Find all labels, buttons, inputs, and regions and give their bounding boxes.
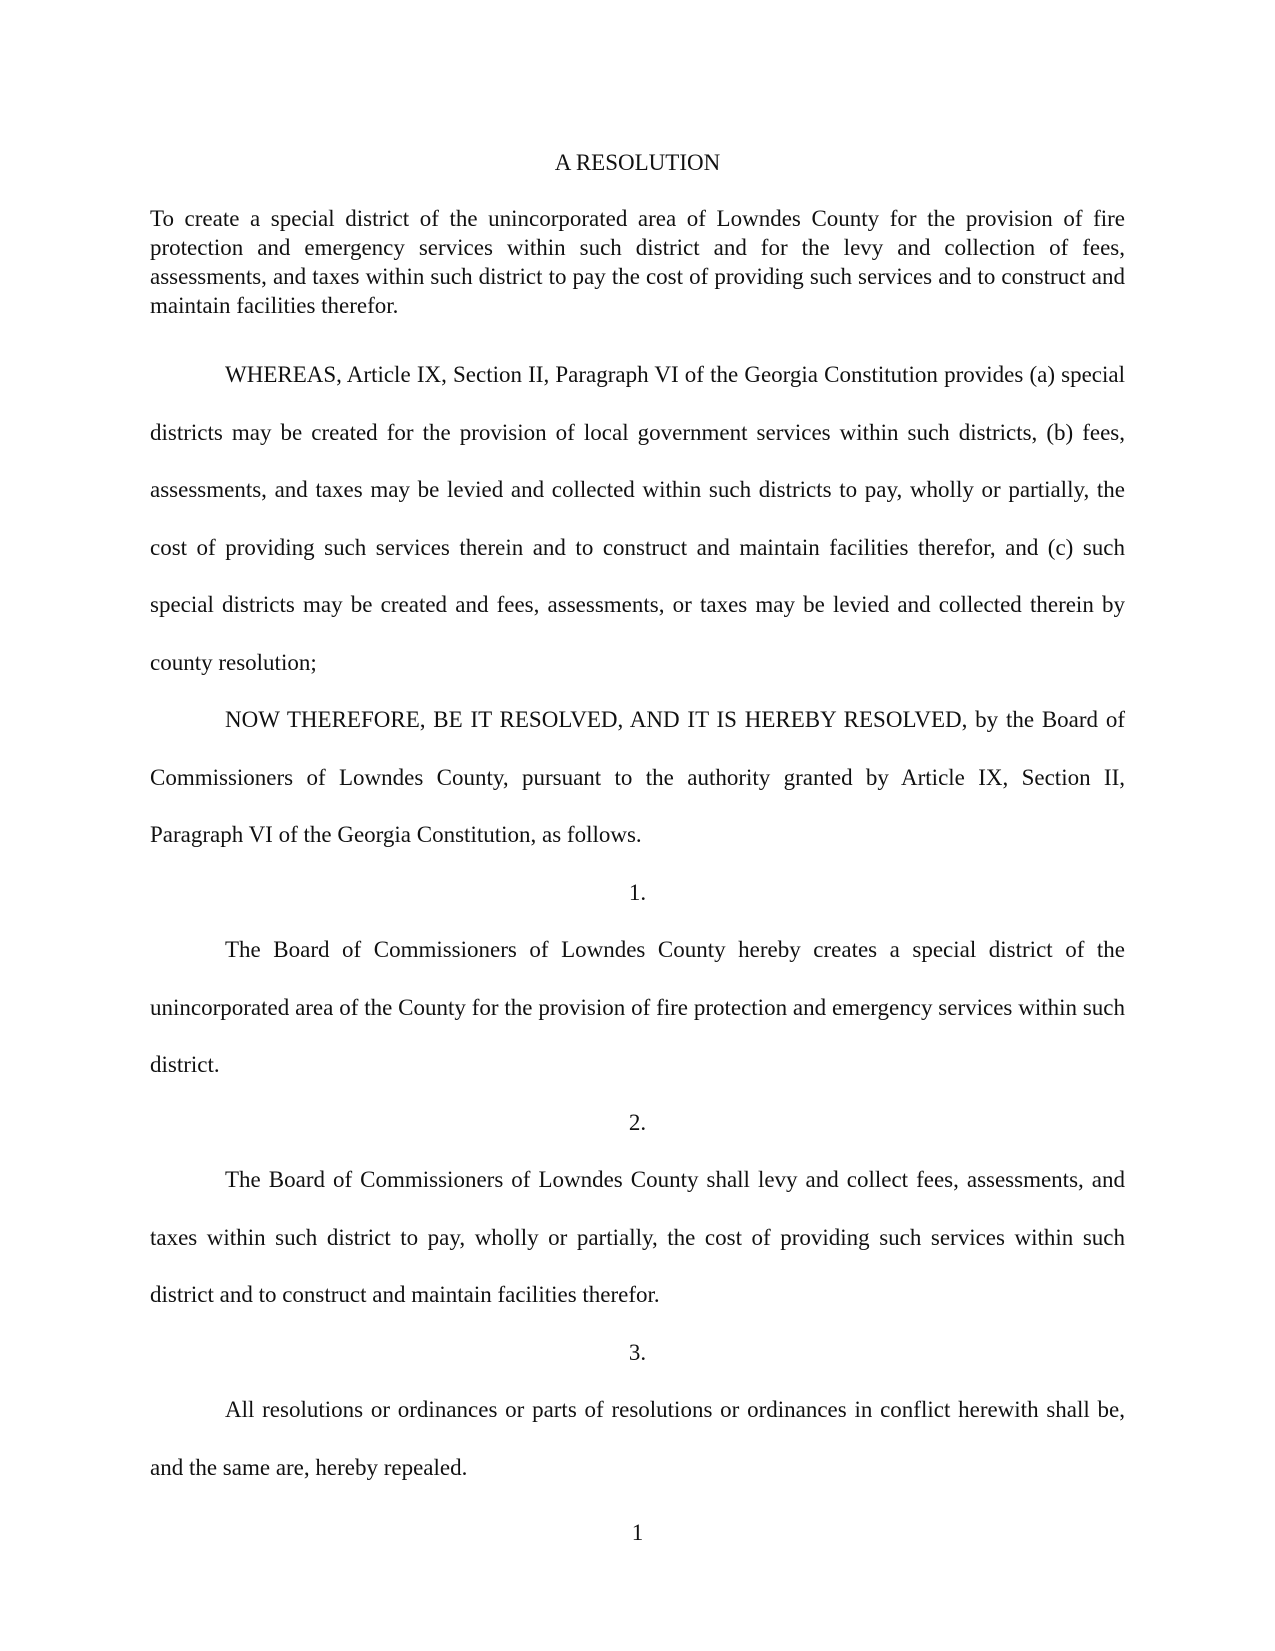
document-title: A RESOLUTION bbox=[554, 150, 721, 175]
section-3-number: 3. bbox=[628, 1339, 647, 1365]
section-1-number: 1. bbox=[628, 879, 647, 905]
whereas-paragraph: WHEREAS, Article IX, Section II, Paragraph VI of the Georgia Constitution provides (a) special districts may be created for the provision of local government services within such districts, (b) fees, assessments, and taxes may be levied and collected within such districts to pay, wholly or partially, the cost of providing such services therein and to construct and maintain facilities therefor, and (c) such special districts may be created and fees, assessments, or taxes may be levied and collected therein by county resolution; bbox=[150, 362, 1125, 675]
page-number: 1 bbox=[631, 1520, 644, 1545]
resolved-paragraph: NOW THEREFORE, BE IT RESOLVED, AND IT IS HEREBY RESOLVED, by the Board of Commissioners of Lowndes County, pursuant to the authority granted by Article IX, Section II, Paragraph VI of the Georgia Constitution, as follows. bbox=[150, 707, 1125, 847]
intro-paragraph: To create a special district of the unincorporated area of Lowndes County for the provision of fire protection and emergency services within such district and for the levy and collection of fees, assessments, and taxes within such district to pay the cost of providing such services and to construct and maintain facilities therefor. bbox=[150, 206, 1125, 318]
section-2-number: 2. bbox=[628, 1109, 647, 1135]
section-1-text: The Board of Commissioners of Lowndes County hereby creates a special district of the unincorporated area of the County for the provision of fire protection and emergency services within such district. bbox=[150, 937, 1125, 1077]
section-2-text: The Board of Commissioners of Lowndes County shall levy and collect fees, assessments, and taxes within such district to pay, wholly or partially, the cost of providing such services within such district and to construct and maintain facilities therefor. bbox=[150, 1167, 1125, 1307]
document-body bbox=[150, 148, 1125, 1496]
section-3-text: All resolutions or ordinances or parts of resolutions or ordinances in conflict herewith shall be, and the same are, hereby repealed. bbox=[150, 1397, 1125, 1480]
